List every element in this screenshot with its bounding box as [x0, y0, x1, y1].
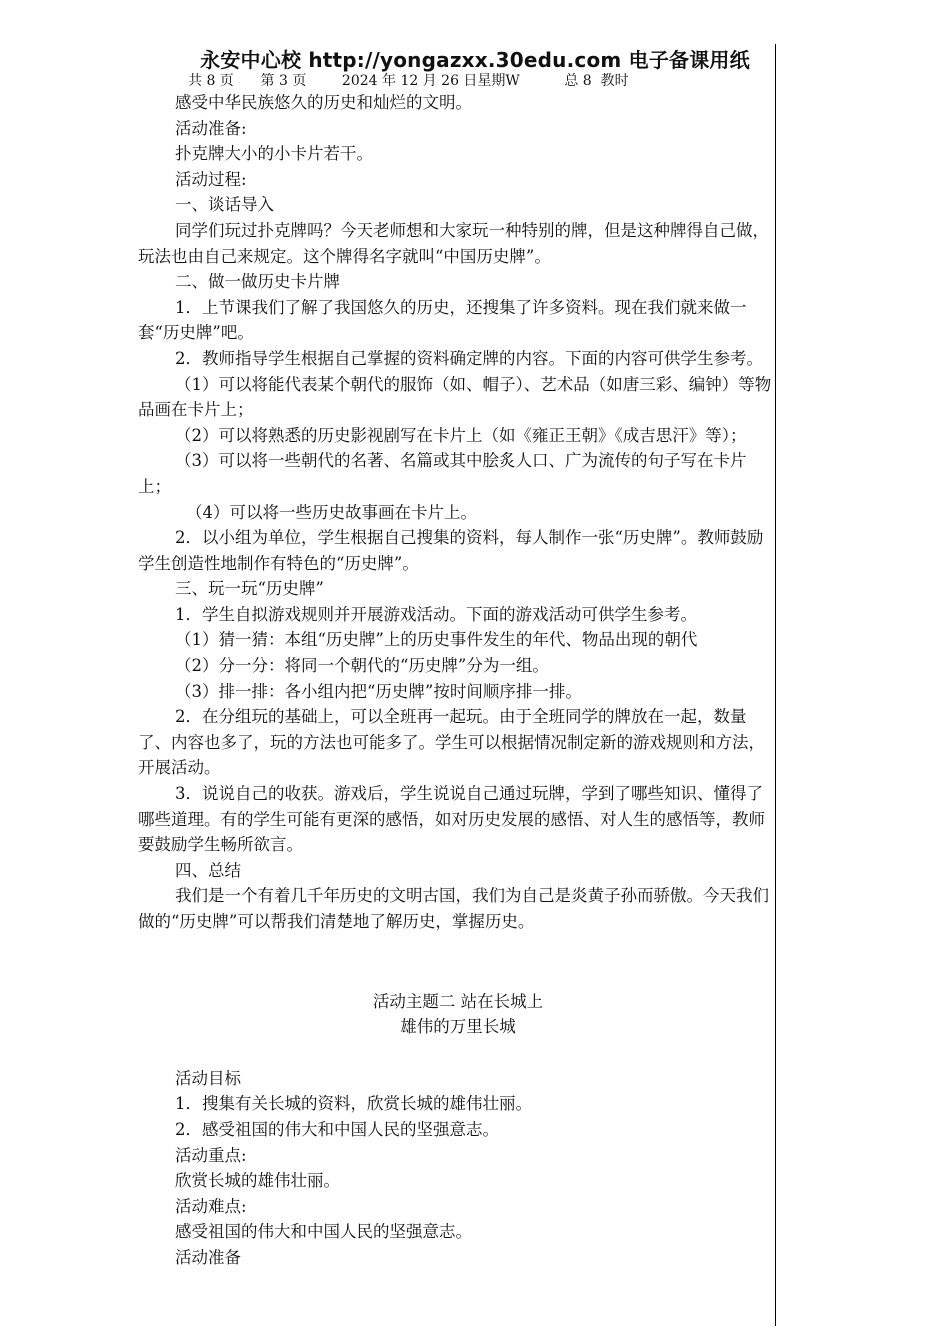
- paragraph: （2）可以将熟悉的历史影视剧写在卡片上（如《雍正王朝》《成吉思汗》等）；: [175, 425, 747, 445]
- section-heading: 二、做一做历史卡片牌: [175, 272, 340, 292]
- text-line: 2．感受祖国的伟大和中国人民的坚强意志。: [175, 1119, 499, 1139]
- text-line: 欣赏长城的雄伟壮丽。: [175, 1171, 340, 1191]
- section-heading: 一、谈话导入: [175, 195, 274, 215]
- text-line: 1．搜集有关长城的资料，欣赏长城的雄伟壮丽。: [175, 1094, 532, 1114]
- section-subtitle: 雄伟的万里长城: [400, 1017, 516, 1037]
- paragraph: （1）可以将能代表某个朝代的服饰（如、帽子）、艺术品（如唐三彩、编钟）等物品画在卡片上；: [138, 374, 772, 420]
- paragraph: （4）可以将一些历史故事画在卡片上。: [186, 502, 477, 522]
- text-line: 活动准备:: [175, 118, 247, 138]
- paragraph: 3．说说自己的收获。游戏后，学生说说自己通过玩牌，学到了哪些知识、懂得了哪些道理。有的学生可能有更深的感悟，如对历史发展的感悟、对人生的感悟等，教师要鼓励学生畅所欲言。: [138, 784, 765, 855]
- page-header-title: 永安中心校 http://yongazxx.30edu.com 电子备课用纸: [200, 48, 750, 72]
- paragraph: 我们是一个有着几千年历史的文明古国，我们为自己是炎黄子孙而骄傲。今天我们做的“历史牌”可以帮我们清楚地了解历史，掌握历史。: [138, 886, 769, 931]
- text-line: 活动目标: [175, 1068, 241, 1088]
- paragraph: 2．以小组为单位，学生根据自己搜集的资料，每人制作一张“历史牌”。教师鼓励学生创造性地制作有特色的“历史牌”。: [138, 528, 764, 573]
- paragraph: 1．学生自拟游戏规则并开展游戏活动。下面的游戏活动可供学生参考。: [175, 604, 697, 624]
- paragraph: 2．在分组玩的基础上，可以全班再一起玩。由于全班同学的牌放在一起，数量了、内容也多了，玩的方法也可能多了。学生可以根据情况制定新的游戏规则和方法，开展活动。: [138, 707, 765, 778]
- section-title: 活动主题二 站在长城上: [372, 991, 544, 1011]
- paragraph: （3）可以将一些朝代的名著、名篇或其中脍炙人口、广为流传的句子写在卡片上；: [138, 451, 747, 496]
- paragraph: （3）排一排：各小组内把“历史牌”按时间顺序排一排。: [175, 681, 582, 701]
- spacer: [138, 1040, 778, 1066]
- text-line: 活动难点:: [175, 1196, 247, 1216]
- text-line: 感受中华民族悠久的历史和灿烂的文明。: [175, 93, 472, 112]
- page-meta-line: 共 8 页 第 3 页 2024 年 12 月 26 日星期W 总 8 教时: [188, 73, 629, 89]
- text-line: 活动准备: [175, 1247, 241, 1267]
- spacer: [138, 935, 778, 979]
- lesson-content: [138, 90, 778, 1271]
- text-line: 活动重点:: [175, 1145, 247, 1165]
- paragraph: （2）分一分：将同一个朝代的“历史牌”分为一组。: [175, 656, 549, 676]
- section-heading: 三、玩一玩“历史牌”: [175, 579, 324, 599]
- paragraph: 1．上节课我们了解了我国悠久的历史，还搜集了许多资料。现在我们就来做一套“历史牌”吧。: [138, 297, 747, 343]
- text-line: 感受祖国的伟大和中国人民的坚强意志。: [175, 1222, 472, 1242]
- section-heading: 四、总结: [175, 860, 241, 880]
- paragraph: 2．教师指导学生根据自己掌握的资料确定牌的内容。下面的内容可供学生参考。: [175, 348, 763, 368]
- spacer: [138, 979, 778, 989]
- paragraph: （1）猜一猜：本组“历史牌”上的历史事件发生的年代、物品出现的朝代: [175, 630, 698, 650]
- paragraph: 同学们玩过扑克牌吗？今天老师想和大家玩一种特别的牌，但是这种牌得自己做，玩法也由自己来规定。这个牌得名字就叫“中国历史牌”。: [138, 220, 769, 266]
- text-line: 活动过程:: [175, 169, 247, 189]
- text-line: 扑克牌大小的小卡片若干。: [175, 144, 373, 164]
